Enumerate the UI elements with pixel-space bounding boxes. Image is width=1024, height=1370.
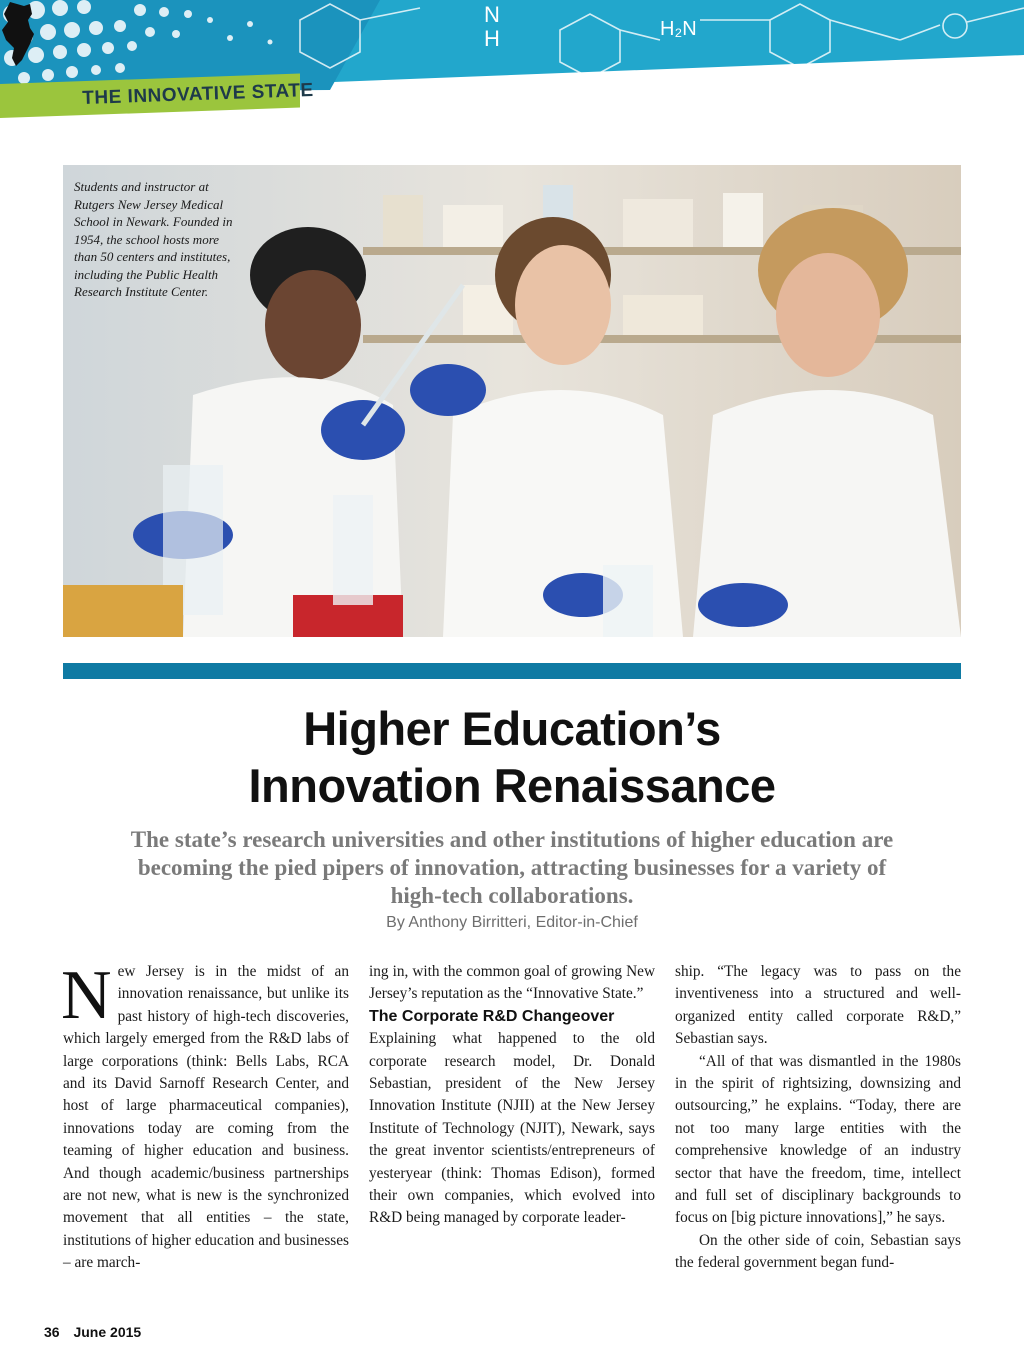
page-footer: [44, 1324, 141, 1340]
section-tag: [0, 79, 314, 118]
article-column-3: [675, 961, 961, 1275]
section-label: THE INNOVATIVE STATE: [82, 79, 314, 109]
drop-cap: N: [61, 957, 112, 1034]
article-subhead: The Corporate R&D Changeover: [369, 1007, 615, 1025]
col2-text: ing in, with the common goal of growing New Jersey’s reputation as the “Innovative State.”: [369, 963, 655, 1003]
chem-label-n: N: [484, 2, 500, 27]
col2-text-b: Explaining what happened to the old corporate research model, Dr. Donald Sebastian, president of the New Jersey Innovation Institute (NJII) at the New Jersey Institute of Technology (NJIT), Newark, says the great inventor scientists/entrepreneurs of yesteryear (think: Thomas Edison), formed their own companies, which evolved into R&D being managed by corporate leader-: [369, 1030, 655, 1227]
article-column-2: [369, 961, 655, 1230]
article-byline: By Anthony Birritteri, Editor-in-Chief: [386, 914, 638, 931]
headline-line-1: Higher Education’s: [303, 702, 721, 755]
new-jersey-map-icon: [0, 0, 36, 68]
col1-text: ew Jersey is in the midst of an innovation renaissance, but unlike its past history of high-tech discoveries, which largely emerged from the R&D labs of large corporations (think: Bells Labs, RCA and its David Sarnoff Research Center, and host of large pharmaceutical companies), innovations today are coming from the teaming of higher education and business. And though academic/business partnerships are not new, what is new is the synchronized movement that all entities – the state, institutions of higher education and businesses – are march-: [63, 963, 349, 1272]
section-divider: [63, 663, 961, 679]
col3-paragraph-3: On the other side of coin, Sebastian says the federal government began fund-: [675, 1231, 961, 1272]
article-deck: The state’s research universities and other institutions of higher education are becoming the pied pipers of innovation, attracting businesses for a variety of high-tech collaborations.: [130, 827, 894, 908]
headline-line-2: Innovation Renaissance: [248, 759, 776, 812]
article-headline: [0, 700, 1024, 814]
col3-paragraph-1: ship. “The legacy was to pass on the inventiveness into a structured and well-organized entity called corporate R&D,” Sebastian says.: [675, 963, 961, 1048]
photo-caption: Students and instructor at Rutgers New Jersey Medical School in Newark. Founded in 1954, the school hosts more than 50 centers and institutes, including the Public Health Research Institute Center.: [74, 179, 233, 299]
article-column-1: [61, 957, 349, 1275]
chem-label-h2n: H₂N: [660, 18, 697, 40]
chem-label-h: H: [484, 26, 500, 51]
header-banner: [0, 0, 1024, 140]
page-number: 36: [44, 1324, 60, 1340]
molecule-pattern-banner: [0, 0, 1024, 140]
col3-paragraph-2: “All of that was dismantled in the 1980s in the spirit of rightsizing, downsizing and outsourcing,” he explains. “Today, there are not too many large entities with the comprehensive knowledge of an industry sector that have the freedom, time, intellect and full set of disciplinary backgrounds to focus on [big picture innovations],” he says.: [675, 1052, 961, 1227]
article-paragraph-1: [61, 957, 349, 1275]
issue-date: June 2015: [73, 1324, 142, 1340]
